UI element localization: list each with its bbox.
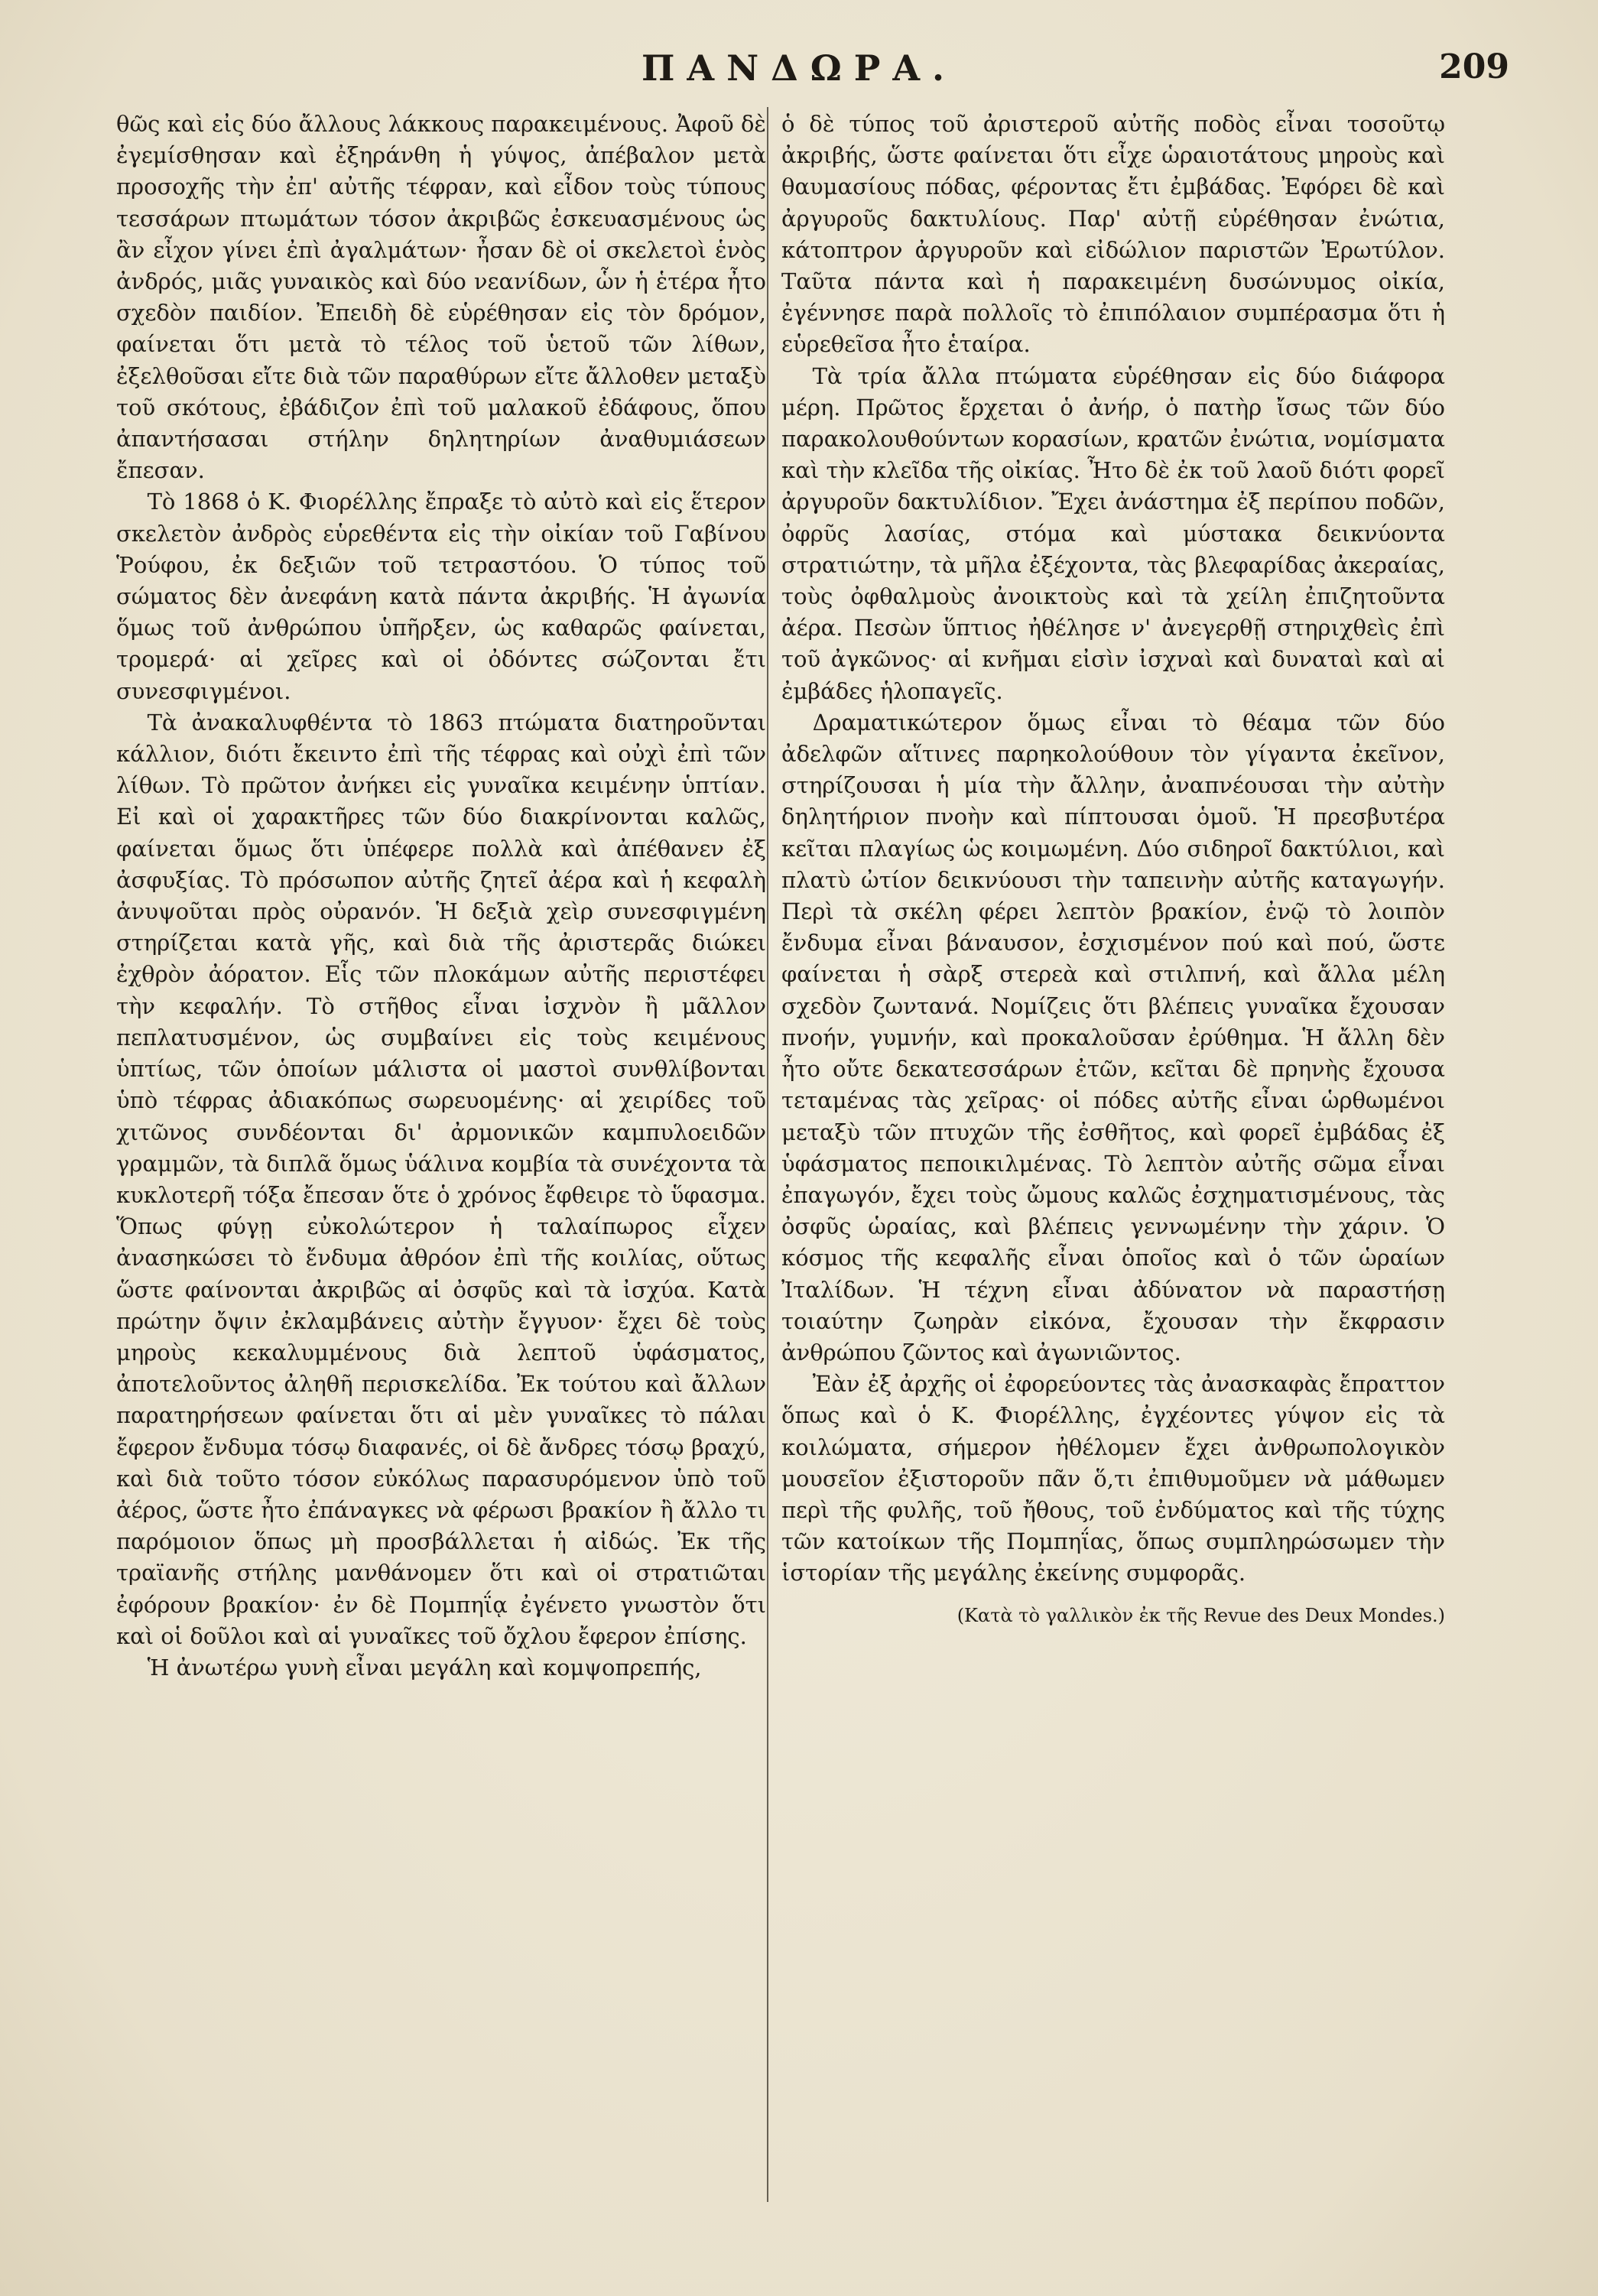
right-paragraph-4: Ἐὰν ἐξ ἀρχῆς οἱ ἐφορεύοντες τὰς ἀνασκαφὰς ἔπραττον ὅπως καὶ ὁ Κ. Φιορέλλης, ἐγχέοντες γύψον εἰς τὰ κοιλώματα, σήμερον ἠθέλομεν ἔχει ἀνθρωπολογικὸν μουσεῖον ἐξιστοροῦν πᾶν ὅ,τι ἐπιθυμοῦμεν νὰ μάθωμεν περὶ τῆς φυλῆς, τοῦ ἤθους, τοῦ ἐνδύματος καὶ τῆς τύχης τῶν κατοίκων τῆς Πομπηΐας, ὅπως συμπληρώσωμεν τὴν ἱστορίαν τῆς μεγάλης ἐκείνης συμφορᾶς. [781,1371,1445,1586]
left-paragraph-1: θῶς καὶ εἰς δύο ἄλλους λάκκους παρακειμένους. Ἀφοῦ δὲ ἐγεμίσθησαν καὶ ἐξηράνθη ἡ γύψος, ἀπέβαλον μετὰ προσοχῆς τὴν ἐπ' αὐτῆς τέφραν, καὶ εἶδον τοὺς τύπους τεσσάρων πτωμάτων τόσον ἀκριβῶς ἐσκευασμένους ὡς ἂν εἶχον γίνει ἐπὶ ἀγαλμάτων· ἦσαν δὲ οἱ σκελετοὶ ἑνὸς ἀνδρός, μιᾶς γυναικὸς καὶ δύο νεανίδων, ὧν ἡ ἑτέρα ἦτο σχεδὸν παιδίον. Ἐπειδὴ δὲ εὑρέθησαν εἰς τὸν δρόμον, φαίνεται ὅτι μετὰ τὸ τέλος τοῦ ὑετοῦ τῶν λίθων, ἐξελθοῦσαι εἴτε διὰ τῶν παραθύρων εἴτε ἄλλοθεν μεταξὺ τοῦ σκότους, ἐβάδιζον ἐπὶ τοῦ μαλακοῦ ἐδάφους, ὅπου ἀπαντήσασαι στήλην δηλητηρίων ἀναθυμιάσεων ἔπεσαν. [116,111,766,484]
right-paragraph-1: ὁ δὲ τύπος τοῦ ἀριστεροῦ αὐτῆς ποδὸς εἶναι τοσοῦτῳ ἀκριβής, ὥστε φαίνεται ὅτι εἶχε ὡραιοτάτους μηροὺς καὶ θαυμασίους πόδας, φέροντας ἔτι ἐμβάδας. Ἐφόρει δὲ καὶ ἀργυροῦς δακτυλίους. Παρ' αὐτῇ εὑρέθησαν ἐνώτια, κάτοπτρον ἀργυροῦν καὶ εἰδώλιον παριστῶν Ἐρωτύλον. Ταῦτα πάντα καὶ ἡ παρακειμένη δυσώνυμος οἰκία, ἐγέννησε παρὰ πολλοῖς τὸ ἐπιπόλαιον συμπέρασμα ὅτι ἡ εὑρεθεῖσα ἦτο ἑταίρα. [781,111,1445,358]
column-divider [767,107,768,2202]
source-note: (Κατὰ τὸ γαλλικὸν ἐκ τῆς Revue des Deux Mondes.) [957,1604,1445,1626]
page-number: 209 [1439,47,1509,86]
left-paragraph-4: Ἡ ἀνωτέρω γυνὴ εἶναι μεγάλη καὶ κομψοπρεπής, [147,1654,702,1681]
left-paragraph-2: Τὸ 1868 ὁ Κ. Φιορέλλης ἔπραξε τὸ αὐτὸ καὶ εἰς ἕτερον σκελετὸν ἀνδρὸς εὑρεθέντα εἰς τὴν οἰκίαν τοῦ Γαβίνου Ῥούφου, ἐκ δεξιῶν τοῦ τετραστόου. Ὁ τύπος τοῦ σώματος δὲν ἀνεφάνη κατὰ πάντα ἀκριβής. Ἡ ἀγωνία ὅμως τοῦ ἀνθρώπου ὑπῆρξεν, ὡς καθαρῶς φαίνεται, τρομερά· αἱ χεῖρες καὶ οἱ ὀδόντες σώζονται ἔτι συνεσφιγμένοι. [116,489,766,704]
left-column [116,109,766,1684]
right-paragraph-2: Τὰ τρία ἄλλα πτώματα εὑρέθησαν εἰς δύο διάφορα μέρη. Πρῶτος ἔρχεται ὁ ἀνήρ, ὁ πατὴρ ἴσως τῶν δύο παρακολουθούντων κορασίων, κρατῶν ἐνώτια, νομίσματα καὶ τὴν κλεῖδα τῆς οἰκίας. Ἦτο δὲ ἐκ τοῦ λαοῦ διότι φορεῖ ἀργυροῦν δακτυλίδιον. Ἔχει ἀνάστημα ἐξ περίπου ποδῶν, ὀφρῦς λασίας, στόμα καὶ μύστακα δεικνύοντα στρατιώτην, τὰ μῆλα ἐξέχοντα, τὰς βλεφαρίδας ἀκεραίας, τοὺς ὀφθαλμοὺς ἀνοικτοὺς καὶ τὰ χείλη ἐπιζητοῦντα ἀέρα. Πεσὼν ὕπτιος ἠθέλησε ν' ἀνεγερθῇ στηριχθεὶς ἐπὶ τοῦ ἀγκῶνος· αἱ κνῆμαι εἰσὶν ἰσχναὶ καὶ δυναταὶ καὶ αἱ ἐμβάδες ἡλοπαγεῖς. [781,362,1445,704]
right-paragraph-3: Δραματικώτερον ὅμως εἶναι τὸ θέαμα τῶν δύο ἀδελφῶν αἵτινες παρηκολούθουν τὸν γίγαντα ἐκεῖνον, στηρίζουσαι ἡ μία τὴν ἄλλην, ἀναπνέουσαι τὴν αὐτὴν δηλητήριον πνοὴν καὶ πίπτουσαι ὁμοῦ. Ἡ πρεσβυτέρα κεῖται πλαγίως ὡς κοιμωμένη. Δύο σιδηροῖ δακτύλιοι, καὶ πλατὺ ὠτίον δεικνύουσι τὴν ταπεινὴν αὐτῆς καταγωγήν. Περὶ τὰ σκέλη φέρει λεπτὸν βρακίον, ἐνῷ τὸ λοιπὸν ἔνδυμα εἶναι βάναυσον, ἐσχισμένον πού καὶ πού, ὥστε φαίνεται ἡ σὰρξ στερεὰ καὶ στιλπνή, καὶ ἄλλα μέλη σχεδὸν ζωντανά. Νομίζεις ὅτι βλέπεις γυναῖκα ἔχουσαν πνοήν, γυμνήν, καὶ προκαλοῦσαν ἐρύθημα. Ἡ ἄλλη δὲν ἦτο οὔτε δεκατεσσάρων ἐτῶν, κεῖται δὲ πρηνὴς ἔχουσα τεταμένας τὰς χεῖρας· οἱ πόδες αὐτῆς εἶναι ὡρθωμένοι μεταξὺ τῶν πτυχῶν τῆς ἐσθῆτος, καὶ φορεῖ ἐμβάδας ἐξ ὑφάσματος πεποικιλμένας. Τὸ λεπτὸν αὐτῆς σῶμα εἶναι ἐπαγωγόν, ἔχει τοὺς ὤμους καλῶς ἐσχηματισμένους, τὰς ὀσφῦς ὡραίας, καὶ βλέπεις γεννωμένην τὴν χάριν. Ὁ κόσμος τῆς κεφαλῆς εἶναι ὁποῖος καὶ ὁ τῶν ὡραίων Ἰταλίδων. Ἡ τέχνη εἶναι ἀδύνατον νὰ παραστήσῃ τοιαύτην ζωηρὰν εἰκόνα, ἔχουσαν τὴν ἔκφρασιν ἀνθρώπου ζῶντος καὶ ἀγωνιῶντος. [781,709,1445,1366]
right-column [781,109,1445,1632]
running-title: ΠΑΝΔΩΡΑ. [641,47,957,89]
left-paragraph-3: Τὰ ἀνακαλυφθέντα τὸ 1863 πτώματα διατηροῦνται κάλλιον, διότι ἔκειντο ἐπὶ τῆς τέφρας καὶ οὐχὶ ἐπὶ τῶν λίθων. Τὸ πρῶτον ἀνήκει εἰς γυναῖκα κειμένην ὑπτίαν. Εἰ καὶ οἱ χαρακτῆρες τῶν δύο διακρίνονται καλῶς, φαίνεται ὅμως ὅτι ὑπέφερε πολλὰ καὶ ἀπέθανεν ἐξ ἀσφυξίας. Τὸ πρόσωπον αὐτῆς ζητεῖ ἀέρα καὶ ἡ κεφαλὴ ἀνυψοῦται πρὸς οὐρανόν. Ἡ δεξιὰ χεὶρ συνεσφιγμένη στηρίζεται κατὰ γῆς, καὶ διὰ τῆς ἀριστερᾶς διώκει ἐχθρὸν ἀόρατον. Εἷς τῶν πλοκάμων αὐτῆς περιστέφει τὴν κεφαλήν. Τὸ στῆθος εἶναι ἰσχνὸν ἢ μᾶλλον πεπλατυσμένον, ὡς συμβαίνει εἰς τοὺς κειμένους ὑπτίως, τῶν ὁποίων μάλιστα οἱ μαστοὶ συνθλίβονται ὑπὸ τέφρας ἀδιακόπως σωρευομένης· αἱ χειρίδες τοῦ χιτῶνος συνδέονται δι' ἀρμονικῶν καμπυλοειδῶν γραμμῶν, τὰ διπλᾶ ὅμως ὑάλινα κομβία τὰ συνέχοντα τὰ κυκλοτερῆ τόξα ἔπεσαν ὅτε ὁ χρόνος ἔφθειρε τὸ ὕφασμα. Ὅπως φύγῃ εὐκολώτερον ἡ ταλαίπωρος εἶχεν ἀνασηκώσει τὸ ἔνδυμα ἀθρόον ἐπὶ τῆς κοιλίας, οὕτως ὥστε φαίνονται ἀκριβῶς αἱ ὀσφῦς καὶ τὰ ἰσχύα. Κατὰ πρώτην ὄψιν ἐκλαμβάνεις αὐτὴν ἔγγυον· ἔχει δὲ τοὺς μηροὺς κεκαλυμμένους διὰ λεπτοῦ ὑφάσματος, ἀποτελοῦντος ἀληθῆ περισκελίδα. Ἐκ τούτου καὶ ἄλλων παρατηρήσεων φαίνεται ὅτι αἱ μὲν γυναῖκες τὸ πάλαι ἔφερον ἔνδυμα τόσῳ διαφανές, οἱ δὲ ἄνδρες τόσῳ βραχύ, καὶ διὰ τοῦτο τόσον εὐκόλως παρασυρόμενον ὑπὸ τοῦ ἀέρος, ὥστε ἦτο ἐπάναγκες νὰ φέρωσι βρακίον ἢ ἄλλο τι παρόμοιον ὅπως μὴ προσβάλλεται ἡ αἰδώς. Ἐκ τῆς τραϊανῆς στήλης μανθάνομεν ὅτι καὶ οἱ στρατιῶται ἐφόρουν βρακίον· ἐν δὲ Πομπηΐᾳ ἐγένετο γνωστὸν ὅτι καὶ οἱ δοῦλοι καὶ αἱ γυναῖκες τοῦ ὄχλου ἔφερον ἐπίσης. [116,709,766,1649]
